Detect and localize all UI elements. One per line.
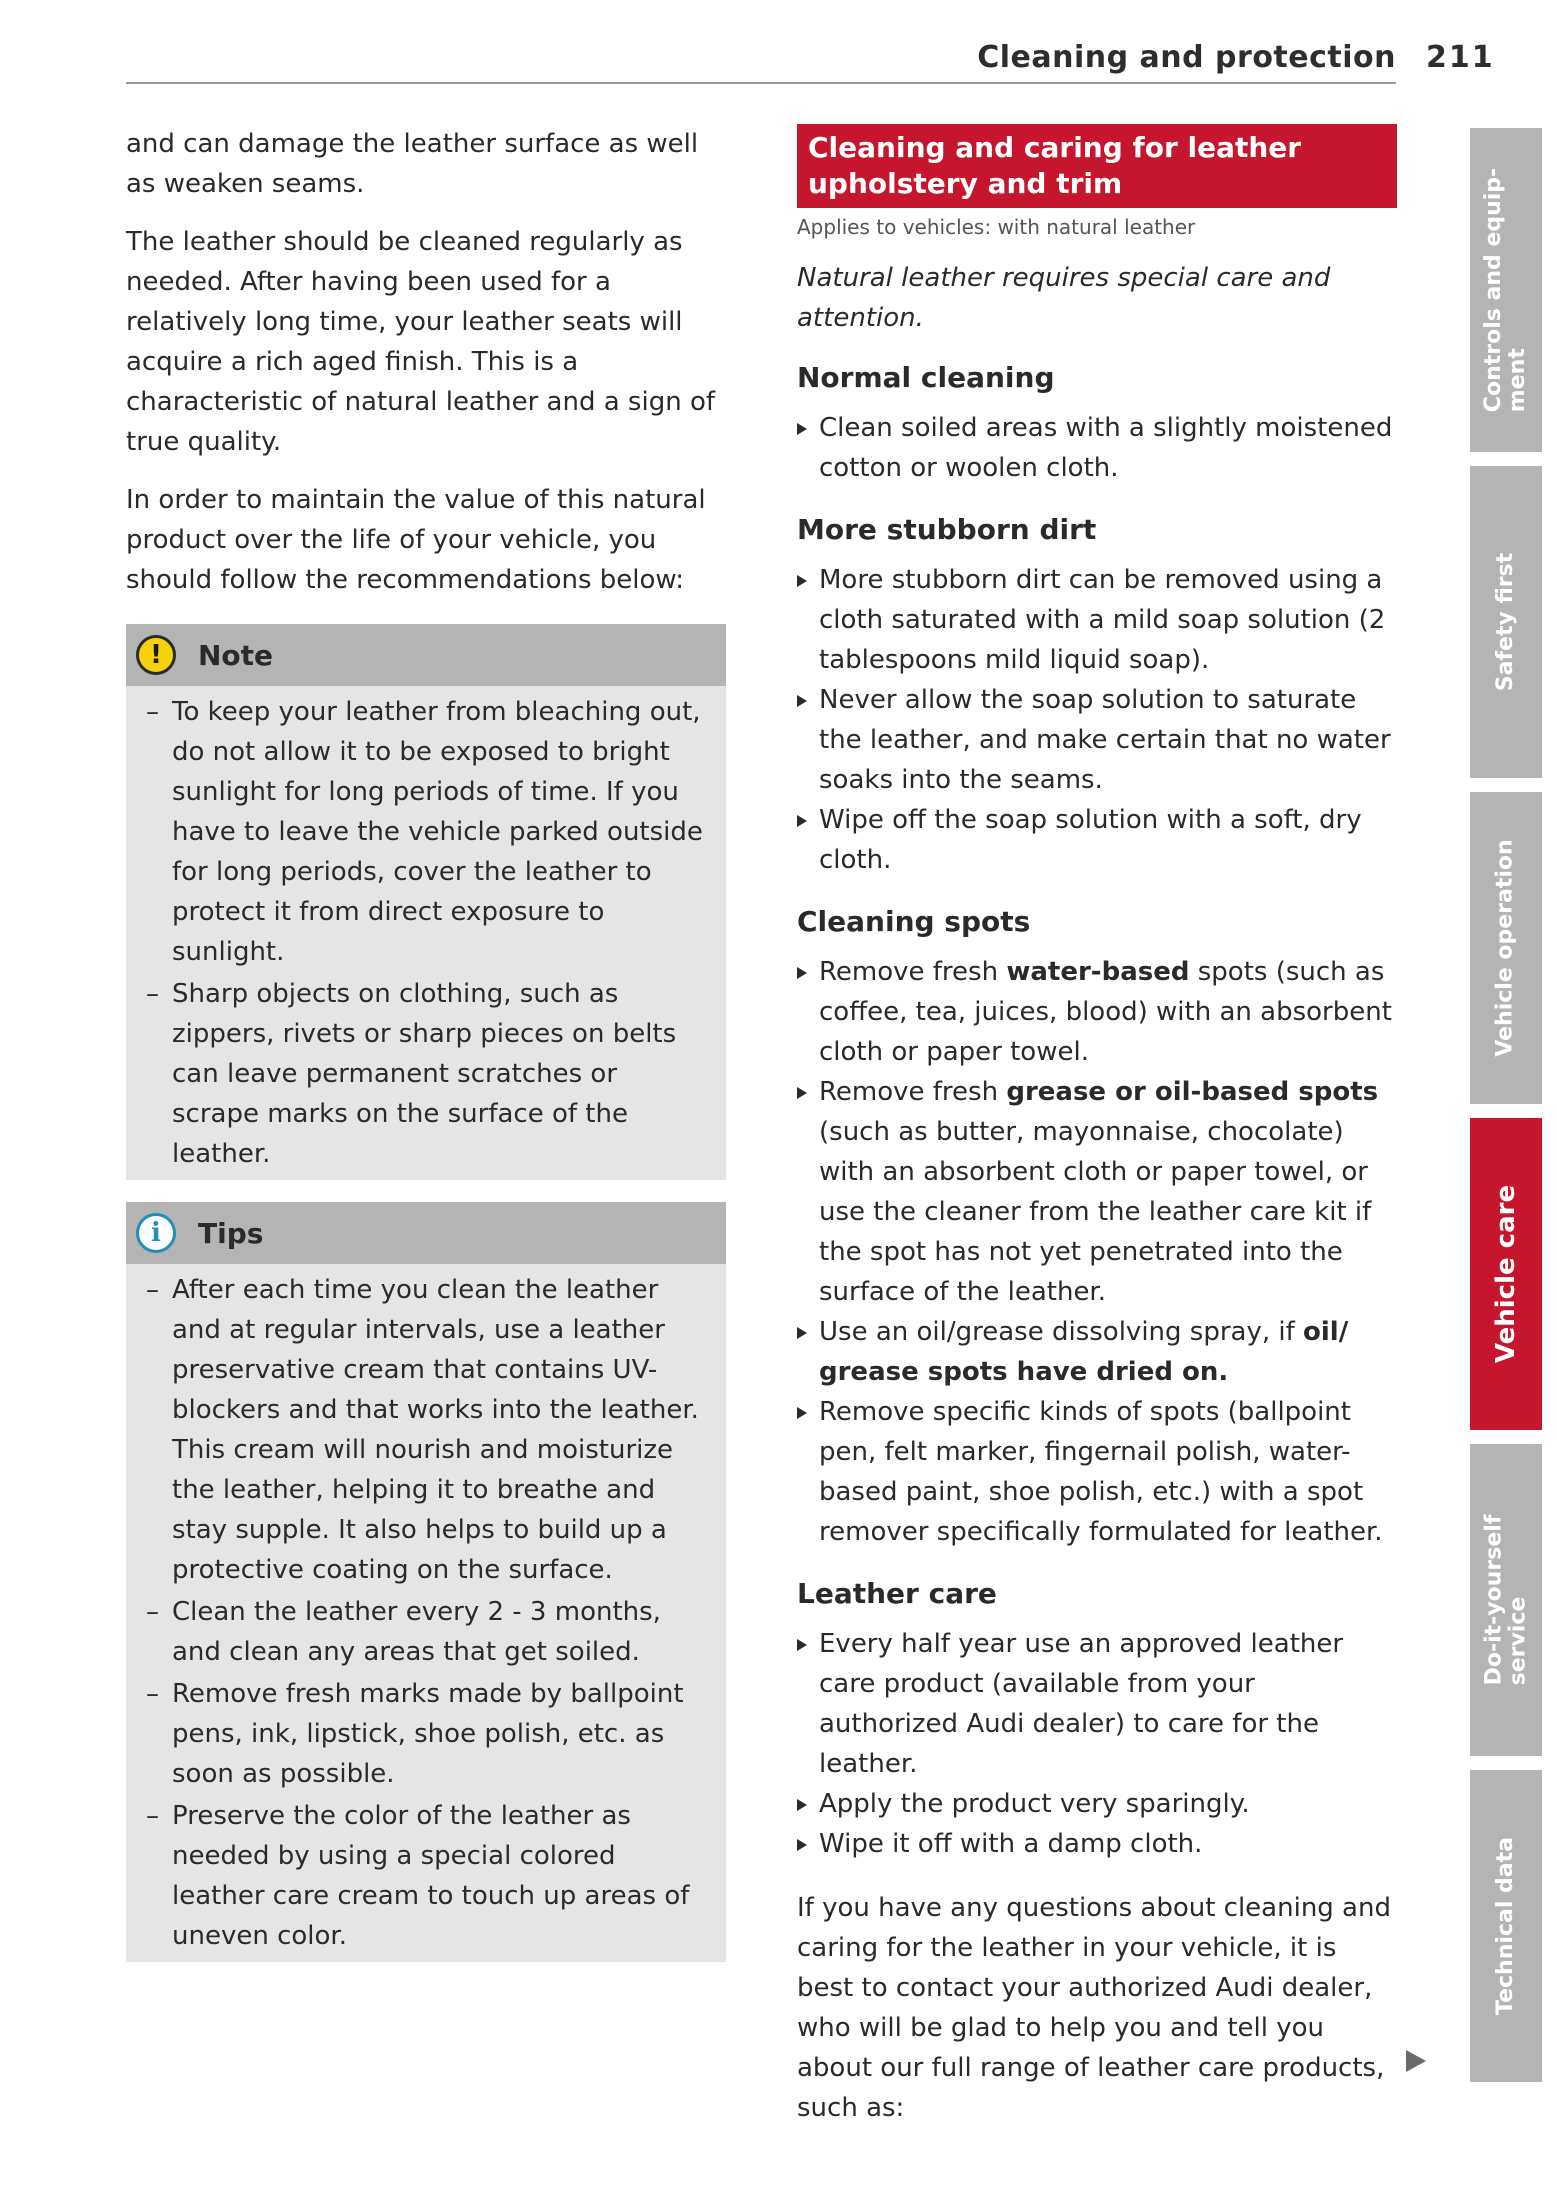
left-paragraph-1: and can damage the leather surface as well as weaken seams. (126, 129, 699, 199)
note-item: – Sharp objects on clothing, such as zippers, rivets or sharp pieces on belts can leave permanent scratches or scrape marks on the surface of the leather. (146, 974, 708, 1174)
tab-label-line: Vehicle care (1491, 1184, 1521, 1364)
note-header (126, 624, 726, 686)
intro-text: Natural leather requires special care and attention. (797, 263, 1331, 333)
step-item: Apply the product very sparingly. (797, 1784, 1397, 1824)
page-number: 211 (1426, 40, 1495, 75)
continue-arrow-icon (1406, 2050, 1426, 2072)
tab-safety-first[interactable] (1470, 466, 1542, 778)
tips-header (126, 1202, 726, 1264)
tab-label-line: Do-it-yourself (1481, 1514, 1507, 1686)
tab-do-it-yourself-service[interactable] (1470, 1444, 1542, 1756)
steps-normal-cleaning (797, 408, 1397, 488)
heading-stubborn-dirt: More stubborn dirt (797, 513, 1097, 546)
step-item: Remove fresh grease or oil-based spots (such as butter, mayonnaise, chocolate) with an absorbent cloth or paper towel, or use the cleaner from the leather care kit if the spot has not yet penetrated into the surface of the leather. (797, 1072, 1397, 1312)
step-item: Remove specific kinds of spots (ballpoint pen, felt marker, fingernail polish, water-based paint, shoe polish, etc.) with a spot remover specifically formulated for leather. (797, 1392, 1397, 1552)
steps-leather-care (797, 1624, 1397, 1864)
triangle-bullet-icon (797, 423, 807, 435)
left-paragraph-3: In order to maintain the value of this natural product over the life of your vehicle, you should follow the recommendations below: (126, 485, 706, 595)
tab-technical-data[interactable] (1470, 1770, 1542, 2082)
note-body (126, 686, 726, 1180)
tips-item: – Remove fresh marks made by ballpoint pens, ink, lipstick, shoe polish, etc. as soon as possible. (146, 1674, 708, 1794)
note-item: – To keep your leather from bleaching out, do not allow it to be exposed to bright sunlight for long periods of time. If you have to leave the vehicle parked outside for long periods, cover the leather to protect it from direct exposure to sunlight. (146, 692, 708, 972)
step-item: Clean soiled areas with a slightly moistened cotton or woolen cloth. (797, 408, 1397, 488)
triangle-bullet-icon (797, 1799, 807, 1811)
tab-label-line: Vehicle operation (1493, 839, 1519, 1057)
tab-vehicle-operation[interactable] (1470, 792, 1542, 1104)
applies-to-text: Applies to vehicles: with natural leather (797, 215, 1196, 239)
triangle-bullet-icon (797, 1407, 807, 1419)
note-title: Note (198, 638, 274, 672)
right-column (797, 124, 1397, 2128)
tips-box (126, 1202, 726, 1962)
triangle-bullet-icon (797, 695, 807, 707)
note-box (126, 624, 726, 1180)
step-item: Every half year use an approved leather care product (available from your authorized Audi dealer) to care for the leather. (797, 1624, 1397, 1784)
triangle-bullet-icon (797, 575, 807, 587)
triangle-bullet-icon (797, 1327, 807, 1339)
tips-item: – Preserve the color of the leather as needed by using a special colored leather care cream to touch up areas of uneven color. (146, 1796, 708, 1956)
tab-label-line: Controls and equip- (1481, 167, 1506, 413)
tab-label-line: Technical data (1493, 1837, 1518, 2015)
step-item: Remove fresh water-based spots (such as coffee, tea, juices, blood) with an absorbent cloth or paper towel. (797, 952, 1397, 1072)
tips-body (126, 1264, 726, 1962)
tab-label-line: ment (1505, 348, 1530, 413)
step-item: Wipe off the soap solution with a soft, dry cloth. (797, 800, 1397, 880)
tab-vehicle-care[interactable] (1470, 1118, 1542, 1430)
left-column (126, 124, 726, 1962)
tab-controls-and-equipment[interactable] (1470, 128, 1542, 452)
tips-item: – Clean the leather every 2 - 3 months, and clean any areas that get soiled. (146, 1592, 708, 1672)
steps-cleaning-spots (797, 952, 1397, 1552)
tab-label-line: service (1505, 1596, 1531, 1686)
step-item: Use an oil/grease dissolving spray, if oil/ grease spots have dried on. (797, 1312, 1397, 1392)
triangle-bullet-icon (797, 1639, 807, 1651)
triangle-bullet-icon (797, 815, 807, 827)
heading-cleaning-spots: Cleaning spots (797, 905, 1031, 938)
triangle-bullet-icon (797, 1087, 807, 1099)
page-title: Cleaning and protection (977, 40, 1396, 75)
step-item: More stubborn dirt can be removed using a cloth saturated with a mild soap solution (2 tablespoons mild liquid soap). (797, 560, 1397, 680)
steps-stubborn-dirt (797, 560, 1397, 880)
exclamation-icon: ! (136, 635, 176, 675)
triangle-bullet-icon (797, 1839, 807, 1851)
tips-item: – After each time you clean the leather and at regular intervals, use a leather preservative cream that contains UV-blockers and that works into the leather. This cream will nourish and moisturize the leather, helping it to breathe and stay supple. It also helps to build up a protective coating on the surface. (146, 1270, 708, 1590)
left-paragraph-2: The leather should be cleaned regularly as needed. After having been used for a relatively long time, your leather seats will acquire a rich aged finish. This is a characteristic of natural leather and a sign of true quality. (126, 227, 715, 457)
info-icon: i (136, 1213, 176, 1253)
heading-normal-cleaning: Normal cleaning (797, 361, 1055, 394)
step-item: Wipe it off with a damp cloth. (797, 1824, 1397, 1864)
tips-title: Tips (198, 1216, 264, 1250)
tab-label-line: Safety first (1493, 552, 1518, 692)
closing-paragraph: If you have any questions about cleaning and caring for the leather in your vehicle, it is best to contact your authorized Audi dealer, who will be glad to help you and tell you about our full range of leather care products, such as: (797, 1893, 1391, 2123)
section-banner: Cleaning and caring for leather upholstery and trim (797, 124, 1397, 208)
step-item: Never allow the soap solution to saturate the leather, and make certain that no water soaks into the seams. (797, 680, 1397, 800)
triangle-bullet-icon (797, 967, 807, 979)
heading-leather-care: Leather care (797, 1577, 997, 1610)
header-rule (126, 82, 1396, 84)
